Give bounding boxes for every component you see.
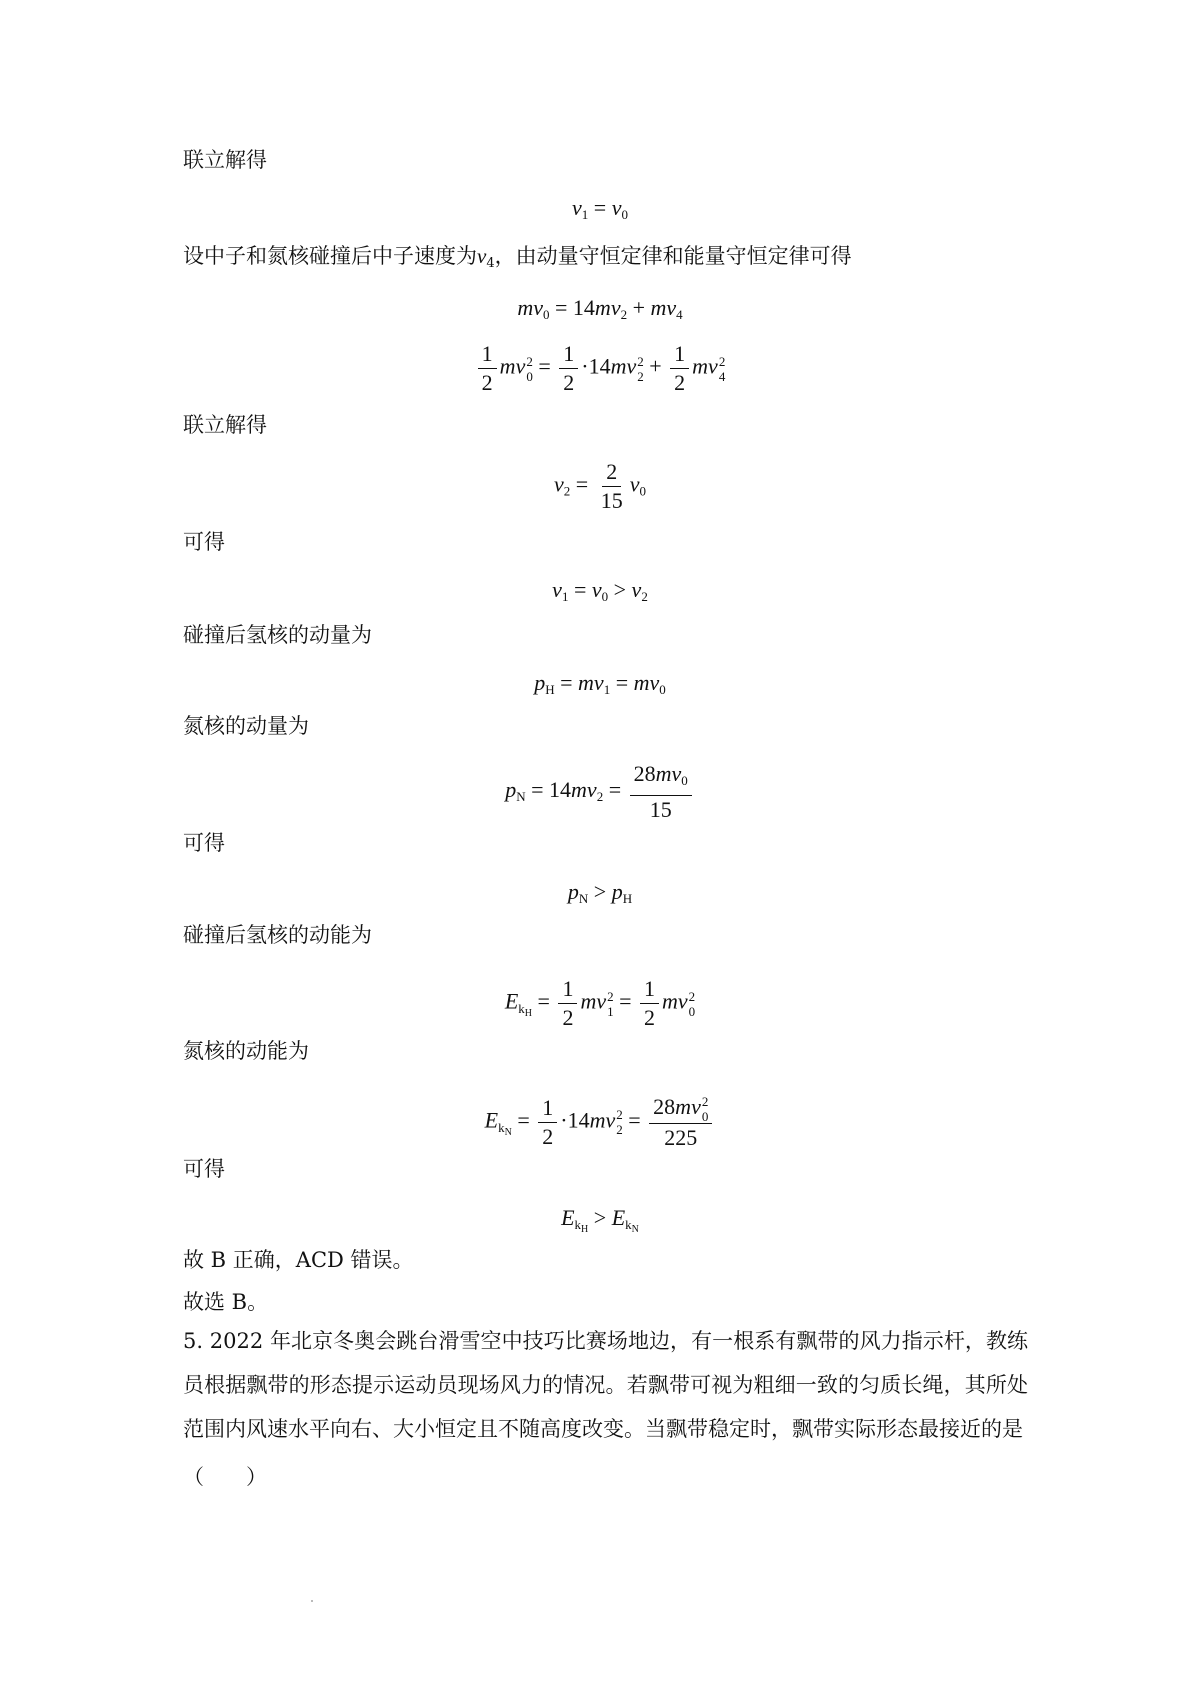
- text-line: 故 B 正确，ACD 错误。: [183, 1248, 414, 1272]
- question-5-text: 5. 2022 年北京冬奥会跳台滑雪空中技巧比赛场地边，有一根系有飘带的风力指示杆，教练员根据飘带的形态提示运动员现场风力的情况。若飘带可视为粗细一致的匀质长绳，其所处范围内风速水平向右、大小恒定且不随高度改变。当飘带稳定时，飘带实际形态最接近的是: [183, 1329, 1028, 1441]
- fraction: 28mv 2 0 225: [649, 1093, 712, 1152]
- text-line: 设中子和氮核碰撞后中子速度为$v_4$，由动量守恒定律和能量守恒定律可得: [183, 244, 852, 271]
- fraction: $\frac{1}{2}$: [640, 975, 659, 1032]
- fraction: $\frac{2}{15}$: [600, 459, 623, 513]
- answer-parentheses: （ ）: [183, 1465, 267, 1489]
- equation-v1-v0: $v_1 = v_0$: [572, 195, 628, 222]
- text-line: 联立解得: [183, 413, 267, 437]
- text-line: 碰撞后氢核的动能为: [183, 923, 372, 947]
- scan-speck: [311, 1600, 313, 1602]
- text-line: 故选 B。: [183, 1290, 269, 1314]
- equation-momentum: $mv_0 = 14mv_2 + mv_4$: [517, 295, 683, 322]
- equation-EkH: $E_{k_H}$ = $\frac{1}{2}$ mv 2 1 = $\frac{1}{2}$ mv 2 0: [504, 976, 696, 1030]
- equation-compare-E: $E_{k_H} > E_{k_N}$: [561, 1205, 639, 1235]
- fraction: $\frac{1}{2}$: [478, 340, 497, 397]
- fraction: $\frac{1}{2}$: [538, 1094, 557, 1151]
- fraction: $\frac{1}{2}$: [670, 340, 689, 397]
- text-line: 氮核的动能为: [183, 1039, 309, 1063]
- equation-pN: $p_N = 14mv_2$ = $\frac{28mv_0}{15}$: [0, 760, 1200, 824]
- text-line: 联立解得: [183, 148, 267, 172]
- equation-compare-p: $p_N > p_H$: [567, 879, 633, 906]
- text-line: 氮核的动量为: [183, 714, 309, 738]
- equation-EkN: $E_{k_N}$ = $\frac{1}{2}$ ·14mv 2 2 = 28mv 2 0 225: [0, 1093, 1200, 1152]
- equation-v2: $v_2$ = $\frac{2}{15}$ $v_0$: [554, 459, 646, 513]
- text-line: 可得: [183, 1157, 225, 1181]
- text-line: 可得: [183, 831, 225, 855]
- equation-compare-v: $v_1 = v_0 > v_2$: [552, 577, 648, 604]
- equation-pH: $p_H = mv_1 = mv_0$: [534, 670, 666, 697]
- text-line: 可得: [183, 530, 225, 554]
- question-5: [183, 1319, 1028, 1451]
- fraction: $\frac{28mv_0}{15}$: [630, 760, 692, 824]
- fraction: $\frac{1}{2}$: [559, 340, 578, 397]
- fraction: $\frac{1}{2}$: [558, 975, 577, 1032]
- text-line: 碰撞后氢核的动量为: [183, 623, 372, 647]
- equation-energy: $\frac{1}{2}$ mv 2 0 = $\frac{1}{2}$ ·14mv 2 2 + $\frac{1}{2}$ mv 2 4: [0, 340, 1200, 397]
